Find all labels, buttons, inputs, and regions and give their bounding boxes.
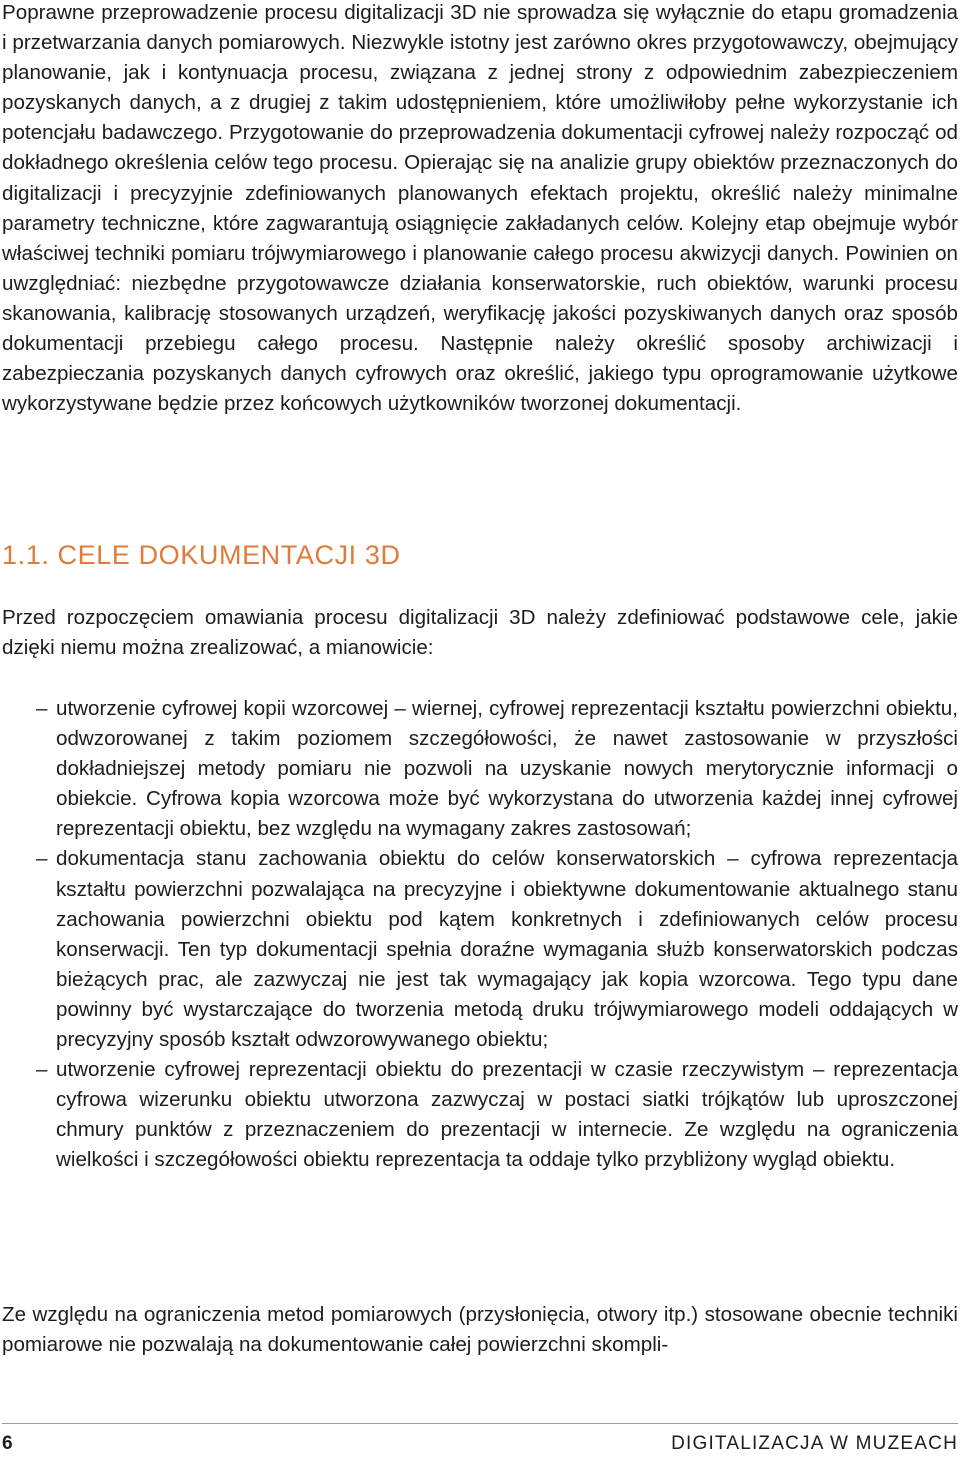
- page-number: 6: [2, 1433, 13, 1454]
- section-lead-paragraph: Przed rozpoczęciem omawiania procesu digitalizacji 3D należy zdefiniować podstawowe cele, jakie dzięki niemu można zrealizować, a mianowicie:: [2, 606, 958, 660]
- list-item-text: utworzenie cyfrowej reprezentacji obiektu do prezentacji w czasie rzeczywistym – reprezentacja cyfrowa wizerunku obiektu utworzona zazwyczaj w postaci siatki trójkątów lub uproszczonej chmury punktów z przeznaczeniem do prezentacji w internecie. Ze względu na ograniczenia wielkości i szczegółowości obiektu reprezentacja ta oddaje tylko przybliżony wygląd obiektu.: [56, 1058, 958, 1172]
- footer-divider: [2, 1423, 958, 1424]
- dash-bullet-icon: [36, 694, 47, 724]
- list-item: [2, 844, 958, 1055]
- list-item: [2, 694, 958, 844]
- list-item-text: utworzenie cyfrowej kopii wzorcowej – wiernej, cyfrowej reprezentacji kształtu powierzchni obiektu, odwzorowanej z takim poziomem szczegółowości, że nawet zastosowanie w przyszłości dokładniejszej metody pomiaru nie pozwoli na uzyskanie nowych merytorycznie informacji o obiekcie. Cyfrowa kopia wzorcowa może być wykorzystana do utworzenia każdej innej cyfrowej reprezentacji obiektu, bez względu na wymagany zakres zastosowań;: [56, 697, 958, 841]
- list-item-text: dokumentacja stanu zachowania obiektu do celów konserwatorskich – cyfrowa reprezentacja kształtu powierzchni pozwalająca na precyzyjne i obiektywne dokumentowanie aktualnego stanu zachowania powierzchni obiektu pod kątem konkretnych i zdefiniowanych celów procesu konserwacji. Ten typ dokumentacji spełnia doraźne wymagania służb konserwatorskich podczas bieżących prac, ale zazwyczaj nie jest tak wymagający jak kopia wzorcowa. Tego typu dane powinny być wystarczające do tworzenia metodą druku trójwymiarowego modeli oddających w precyzyjny sposób kształt odwzorowywanego obiektu;: [56, 847, 958, 1052]
- document-page: [2, 0, 958, 1456]
- section-heading: 1.1. CELE DOKUMENTACJI 3D: [2, 540, 401, 570]
- objectives-list: [2, 694, 958, 1176]
- running-title: DIGITALIZACJA W MUZEACH: [671, 1433, 958, 1454]
- closing-paragraph: Ze względu na ograniczenia metod pomiarowych (przysłonięcia, otwory itp.) stosowane obecnie techniki pomiarowe nie pozwalają na dokumentowanie całej powierzchni skompli-: [2, 1303, 958, 1357]
- list-item: [2, 1055, 958, 1175]
- dash-bullet-icon: [36, 844, 47, 874]
- intro-paragraph: Poprawne przeprowadzenie procesu digitalizacji 3D nie sprowadza się wyłącznie do etapu gromadzenia i przetwarzania danych pomiarowych. Niezwykle istotny jest zarówno okres przygotowawczy, obejmujący planowanie, jak i kontynuacja procesu, związana z jednej strony z odpowiednim zabezpieczeniem pozyskanych danych, a z drugiej z takim udostępnieniem, które umożliwiłoby pełne wykorzystanie ich potencjału badawczego. Przygotowanie do przeprowadzenia dokumentacji cyfrowej należy rozpocząć od dokładnego określenia celów tego procesu. Opierając się na analizie grupy obiektów przeznaczonych do digitalizacji i precyzyjnie zdefiniowanych planowanych efektach projektu, określić należy minimalne parametry techniczne, które zagwarantują osiągnięcie zakładanych celów. Kolejny etap obejmuje wybór właściwej techniki pomiaru trójwymiarowego i planowanie całego procesu akwizycji danych. Powinien on uwzględniać: niezbędne przygotowawcze działania konserwatorskie, ruch obiektów, warunki procesu skanowania, kalibrację stosowanych urządzeń, weryfikację jakości pozyskiwanych danych oraz sposób dokumentacji przebiegu całego procesu. Następnie należy określić sposoby archiwizacji i zabezpieczania pozyskanych danych cyfrowych oraz określić, jakiego typu oprogramowanie użytkowe wykorzystywane będzie przez końcowych użytkowników tworzonej dokumentacji.: [2, 1, 958, 416]
- dash-bullet-icon: [36, 1055, 47, 1085]
